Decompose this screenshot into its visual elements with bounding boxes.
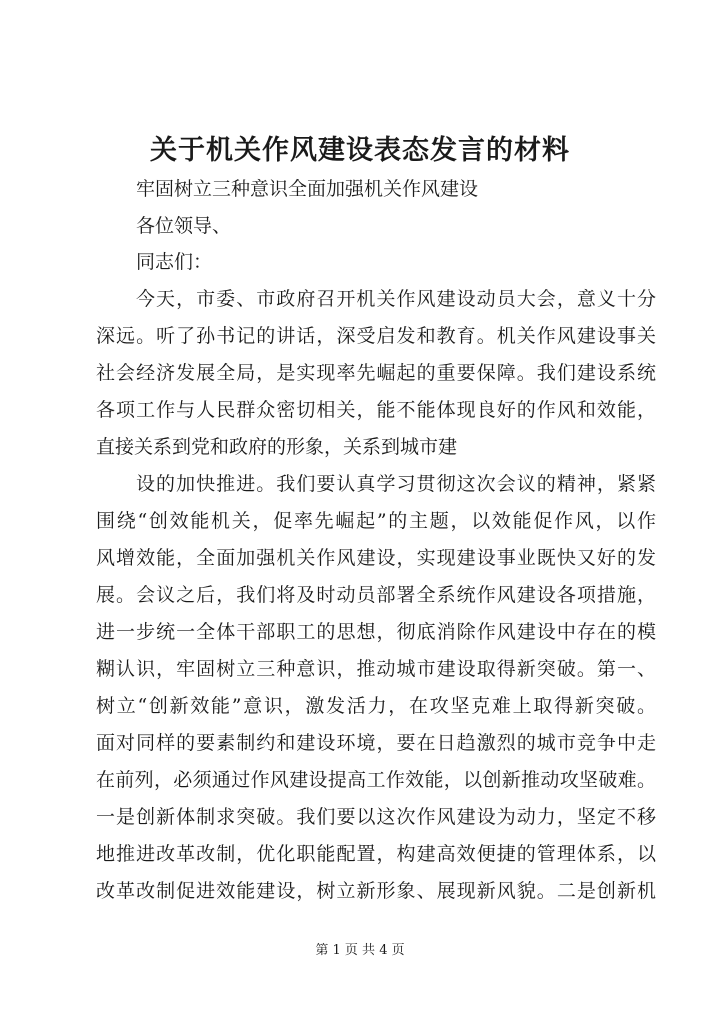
text-line: 围绕“创效能机关，促率先崛起”的主题，以效能促作风，以作 — [96, 510, 656, 532]
text-line: 面对同样的要素制约和建设环境，要在日趋激烈的城市竞争中走 — [96, 732, 656, 754]
page-indicator: 第 1 页 共 4 页 — [315, 943, 405, 958]
text-line: 地推进改革改制，优化职能配置，构建高效便捷的管理体系，以 — [96, 843, 656, 865]
text-line: 社会经济发展全局，是实现率先崛起的重要保障。我们建设系统 — [96, 362, 656, 384]
text-line: 风增效能，全面加强机关作风建设，实现建设事业既快又好的发 — [96, 547, 656, 569]
text-line: 改革改制促进效能建设，树立新形象、展现新风貌。二是创新机 — [96, 880, 656, 902]
text-line: 深远。听了孙书记的讲话，深受启发和教育。机关作风建设事关 — [96, 325, 656, 347]
text-line: 设的加快推进。我们要认真学习贯彻这次会议的精神，紧紧 — [136, 473, 656, 495]
text-line: 展。会议之后，我们将及时动员部署全系统作风建设各项措施， — [96, 584, 656, 606]
text-line: 糊认识，牢固树立三种意识，推动城市建设取得新突破。第一、 — [96, 658, 656, 680]
text-line: 今天，市委、市政府召开机关作风建设动员大会，意义十分 — [136, 288, 656, 310]
salutation-line: 同志们： — [136, 251, 213, 273]
document-title: 关于机关作风建设表态发言的材料 — [150, 135, 570, 166]
text-line: 在前列，必须通过作风建设提高工作效能，以创新推动攻坚破难。 — [96, 769, 656, 791]
document-subtitle: 牢固树立三种意识全面加强机关作风建设 — [136, 178, 479, 200]
salutation-line: 各位领导、 — [136, 215, 232, 237]
text-line: 各项工作与人民群众密切相关，能不能体现良好的作风和效能， — [96, 399, 656, 421]
text-line: 进一步统一全体干部职工的思想，彻底消除作风建设中存在的模 — [96, 621, 656, 643]
text-line: 树立“创新效能”意识，激发活力，在攻坚克难上取得新突破。 — [96, 695, 656, 717]
text-line: 一是创新体制求突破。我们要以这次作风建设为动力，坚定不移 — [96, 806, 656, 828]
text-line: 直接关系到党和政府的形象，关系到城市建 — [96, 436, 458, 458]
